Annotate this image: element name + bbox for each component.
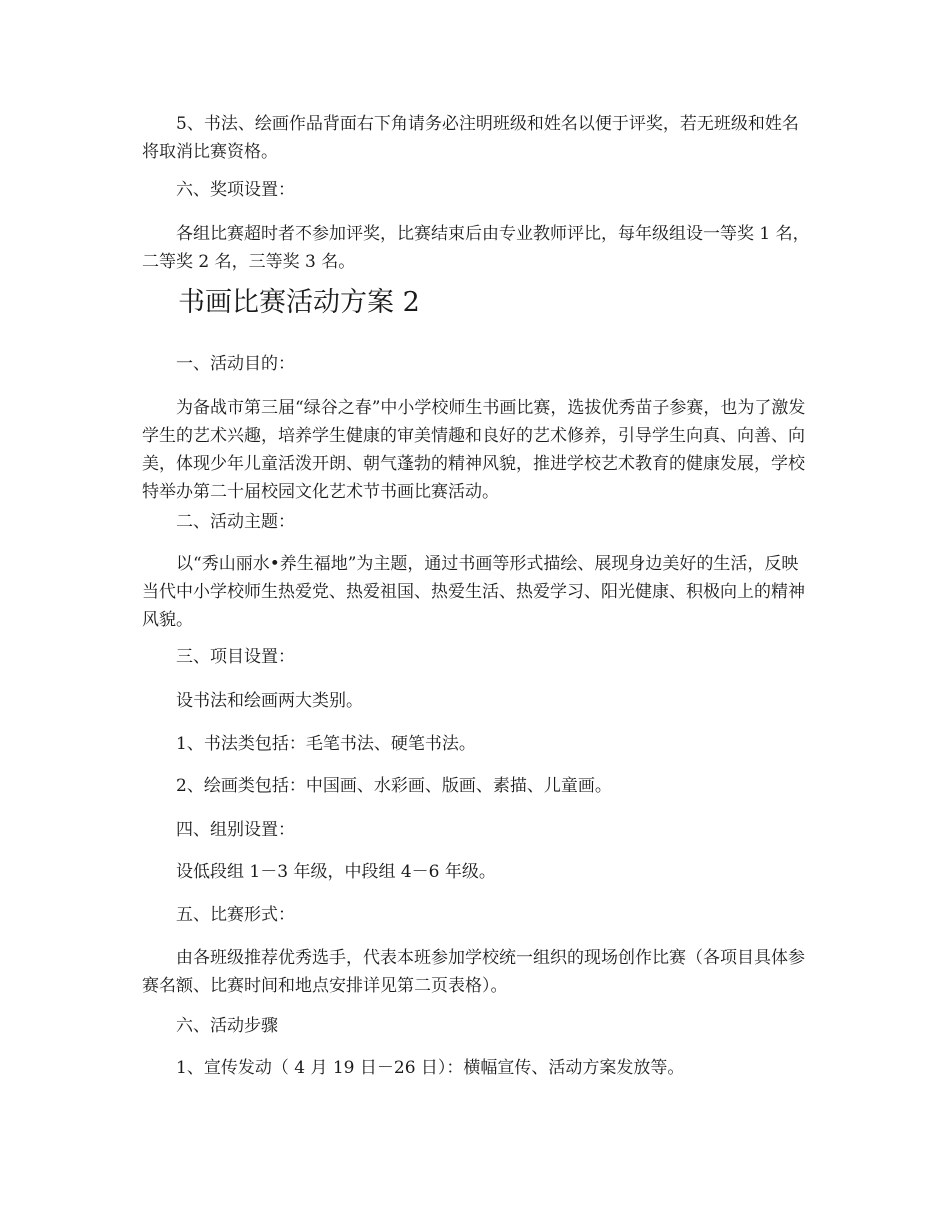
paragraph-categories: 设书法和绘画两大类别。 [176,691,363,711]
paragraph-step-1: 1、宣传发动（ 4 月 19 日－26 日）：横幅宣传、活动方案发放等。 [176,1058,685,1078]
section-heading-theme: 二、活动主题： [176,512,295,532]
document-heading: 书画比赛活动方案 2 [178,287,420,318]
paragraph-theme: 以“秀山丽水•养生福地”为主题，通过书画等形式描绘、展现身边美好的生活，反映当代中小学校师生热爱党、热爱祖国、热爱生活、热爱学习、阳光健康、积极向上的精神风貌。 [142,554,805,630]
section-heading-items: 三、项目设置： [176,647,295,667]
section-heading-steps: 六、活动步骤 [176,1016,278,1036]
paragraph-painting: 2、绘画类包括：中国画、水彩画、版画、素描、儿童画。 [176,776,612,796]
section-heading-format: 五、比赛形式： [176,905,295,925]
section-heading-awards: 六、奖项设置： [176,180,295,200]
section-heading-groups: 四、组别设置： [176,820,295,840]
section-heading-purpose: 一、活动目的： [176,354,295,374]
paragraph-calligraphy: 1、书法类包括：毛笔书法、硬笔书法。 [176,734,476,754]
paragraph-purpose: 为备战市第三届“绿谷之春”中小学校师生书画比赛，选拔优秀苗子参赛，也为了激发学生的艺术兴趣，培养学生健康的审美情趣和良好的艺术修养，引导学生向真、向善、向美，体现少年儿童活泼开朗、朝气蓬勃的精神风貌，推进学校艺术教育的健康发展，学校特举办第二十届校园文化艺术节书画比赛活动。 [142,398,806,502]
paragraph-awards: 各组比赛超时者不参加评奖，比赛结束后由专业教师评比，每年级组设一等奖 1 名，二等奖 2 名，三等奖 3 名。 [142,224,810,272]
paragraph-groups: 设低段组 1－3 年级，中段组 4－6 年级。 [176,862,496,882]
paragraph-format: 由各班级推荐优秀选手，代表本班参加学校统一组织的现场创作比赛（各项目具体参赛名额、比赛时间和地点安排详见第二页表格）。 [142,948,805,996]
paragraph-rule-5: 5、书法、绘画作品背面右下角请务必注明班级和姓名以便于评奖，若无班级和姓名将取消比赛资格。 [142,114,799,162]
